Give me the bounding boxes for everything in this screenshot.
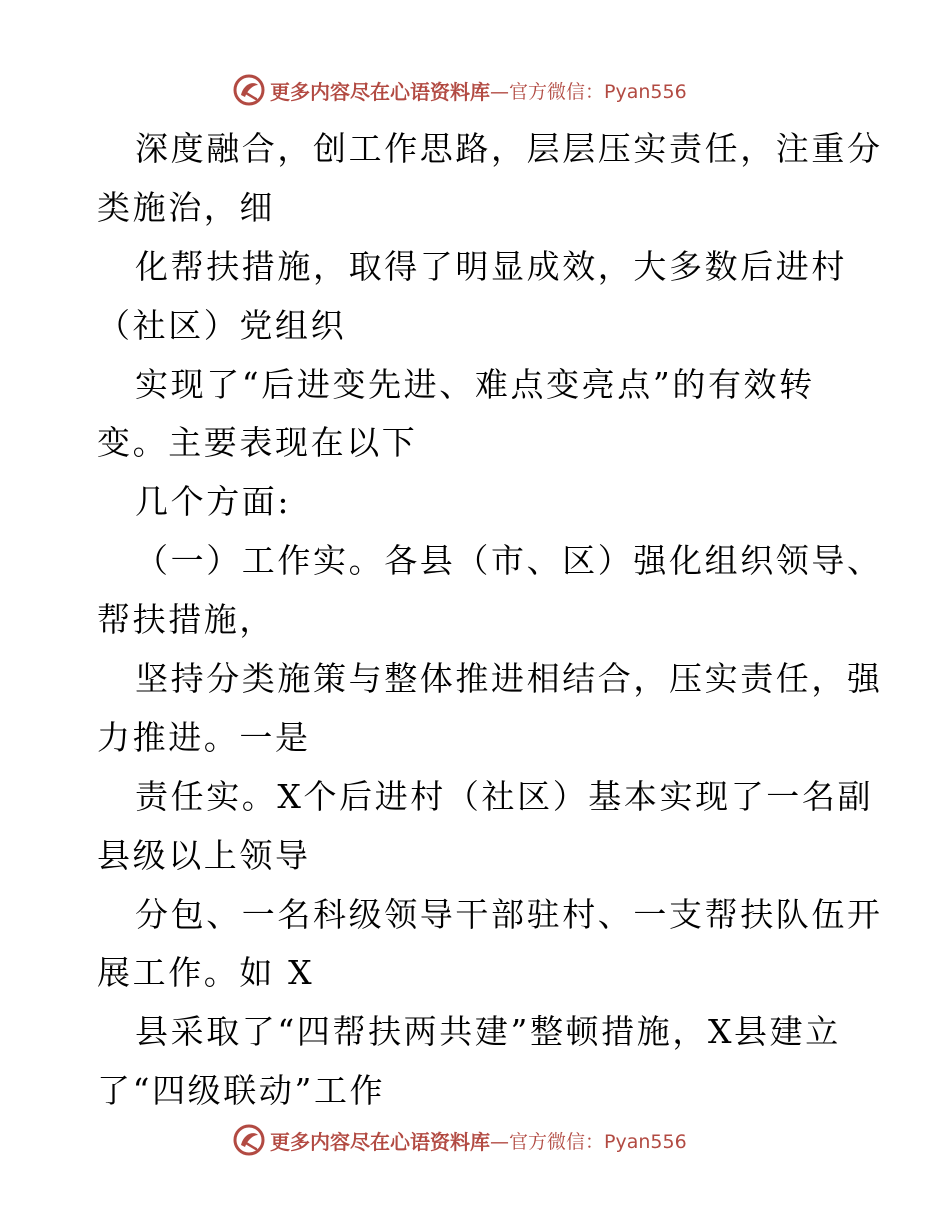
footer-watermark (232, 1120, 687, 1160)
text-line-4: （社区）党组织 (97, 305, 347, 345)
text-line-17: 了“四级联动”工作 (97, 1071, 386, 1111)
header-watermark (232, 70, 687, 110)
text-line-5: 实现了“后进变先进、难点变亮点”的有效转 (135, 364, 815, 404)
text-line-3: 化帮扶措施，取得了明显成效，大多数后进村 (135, 246, 847, 286)
text-line-10: 坚持分类施策与整体推进相结合，压实责任，强 (135, 659, 883, 699)
footer-watermark-sub: —官方微信：Pyan556 (490, 1130, 687, 1153)
text-line-1: 深度融合，创工作思路，层层压实责任，注重分 (135, 129, 883, 168)
text-line-11: 力推进。一是 (97, 717, 311, 757)
text-line-12: 责任实。X个后进村（社区）基本实现了一名副 (135, 776, 874, 816)
logo-icon (232, 1123, 266, 1157)
text-line-15: 展工作。如 X (97, 953, 315, 993)
text-line-6: 变。主要表现在以下 (97, 423, 418, 463)
logo-icon (232, 73, 266, 107)
text-line-16: 县采取了“四帮扶两共建”整顿措施，X县建立 (135, 1012, 841, 1052)
text-line-13: 县级以上领导 (97, 835, 311, 875)
text-line-2: 类施治，细 (97, 187, 275, 227)
text-line-8: （一）工作实。各县（市、区）强化组织领导、 (135, 541, 883, 581)
text-line-14: 分包、一名科级领导干部驻村、一支帮扶队伍开 (135, 894, 883, 934)
header-watermark-main: 更多内容尽在心语资料库 (270, 79, 490, 104)
body-text (97, 120, 883, 1121)
header-watermark-sub: —官方微信：Pyan556 (490, 80, 687, 103)
text-line-7: 几个方面: (135, 482, 292, 522)
text-line-9: 帮扶措施， (97, 600, 275, 640)
footer-watermark-main: 更多内容尽在心语资料库 (270, 1129, 490, 1154)
